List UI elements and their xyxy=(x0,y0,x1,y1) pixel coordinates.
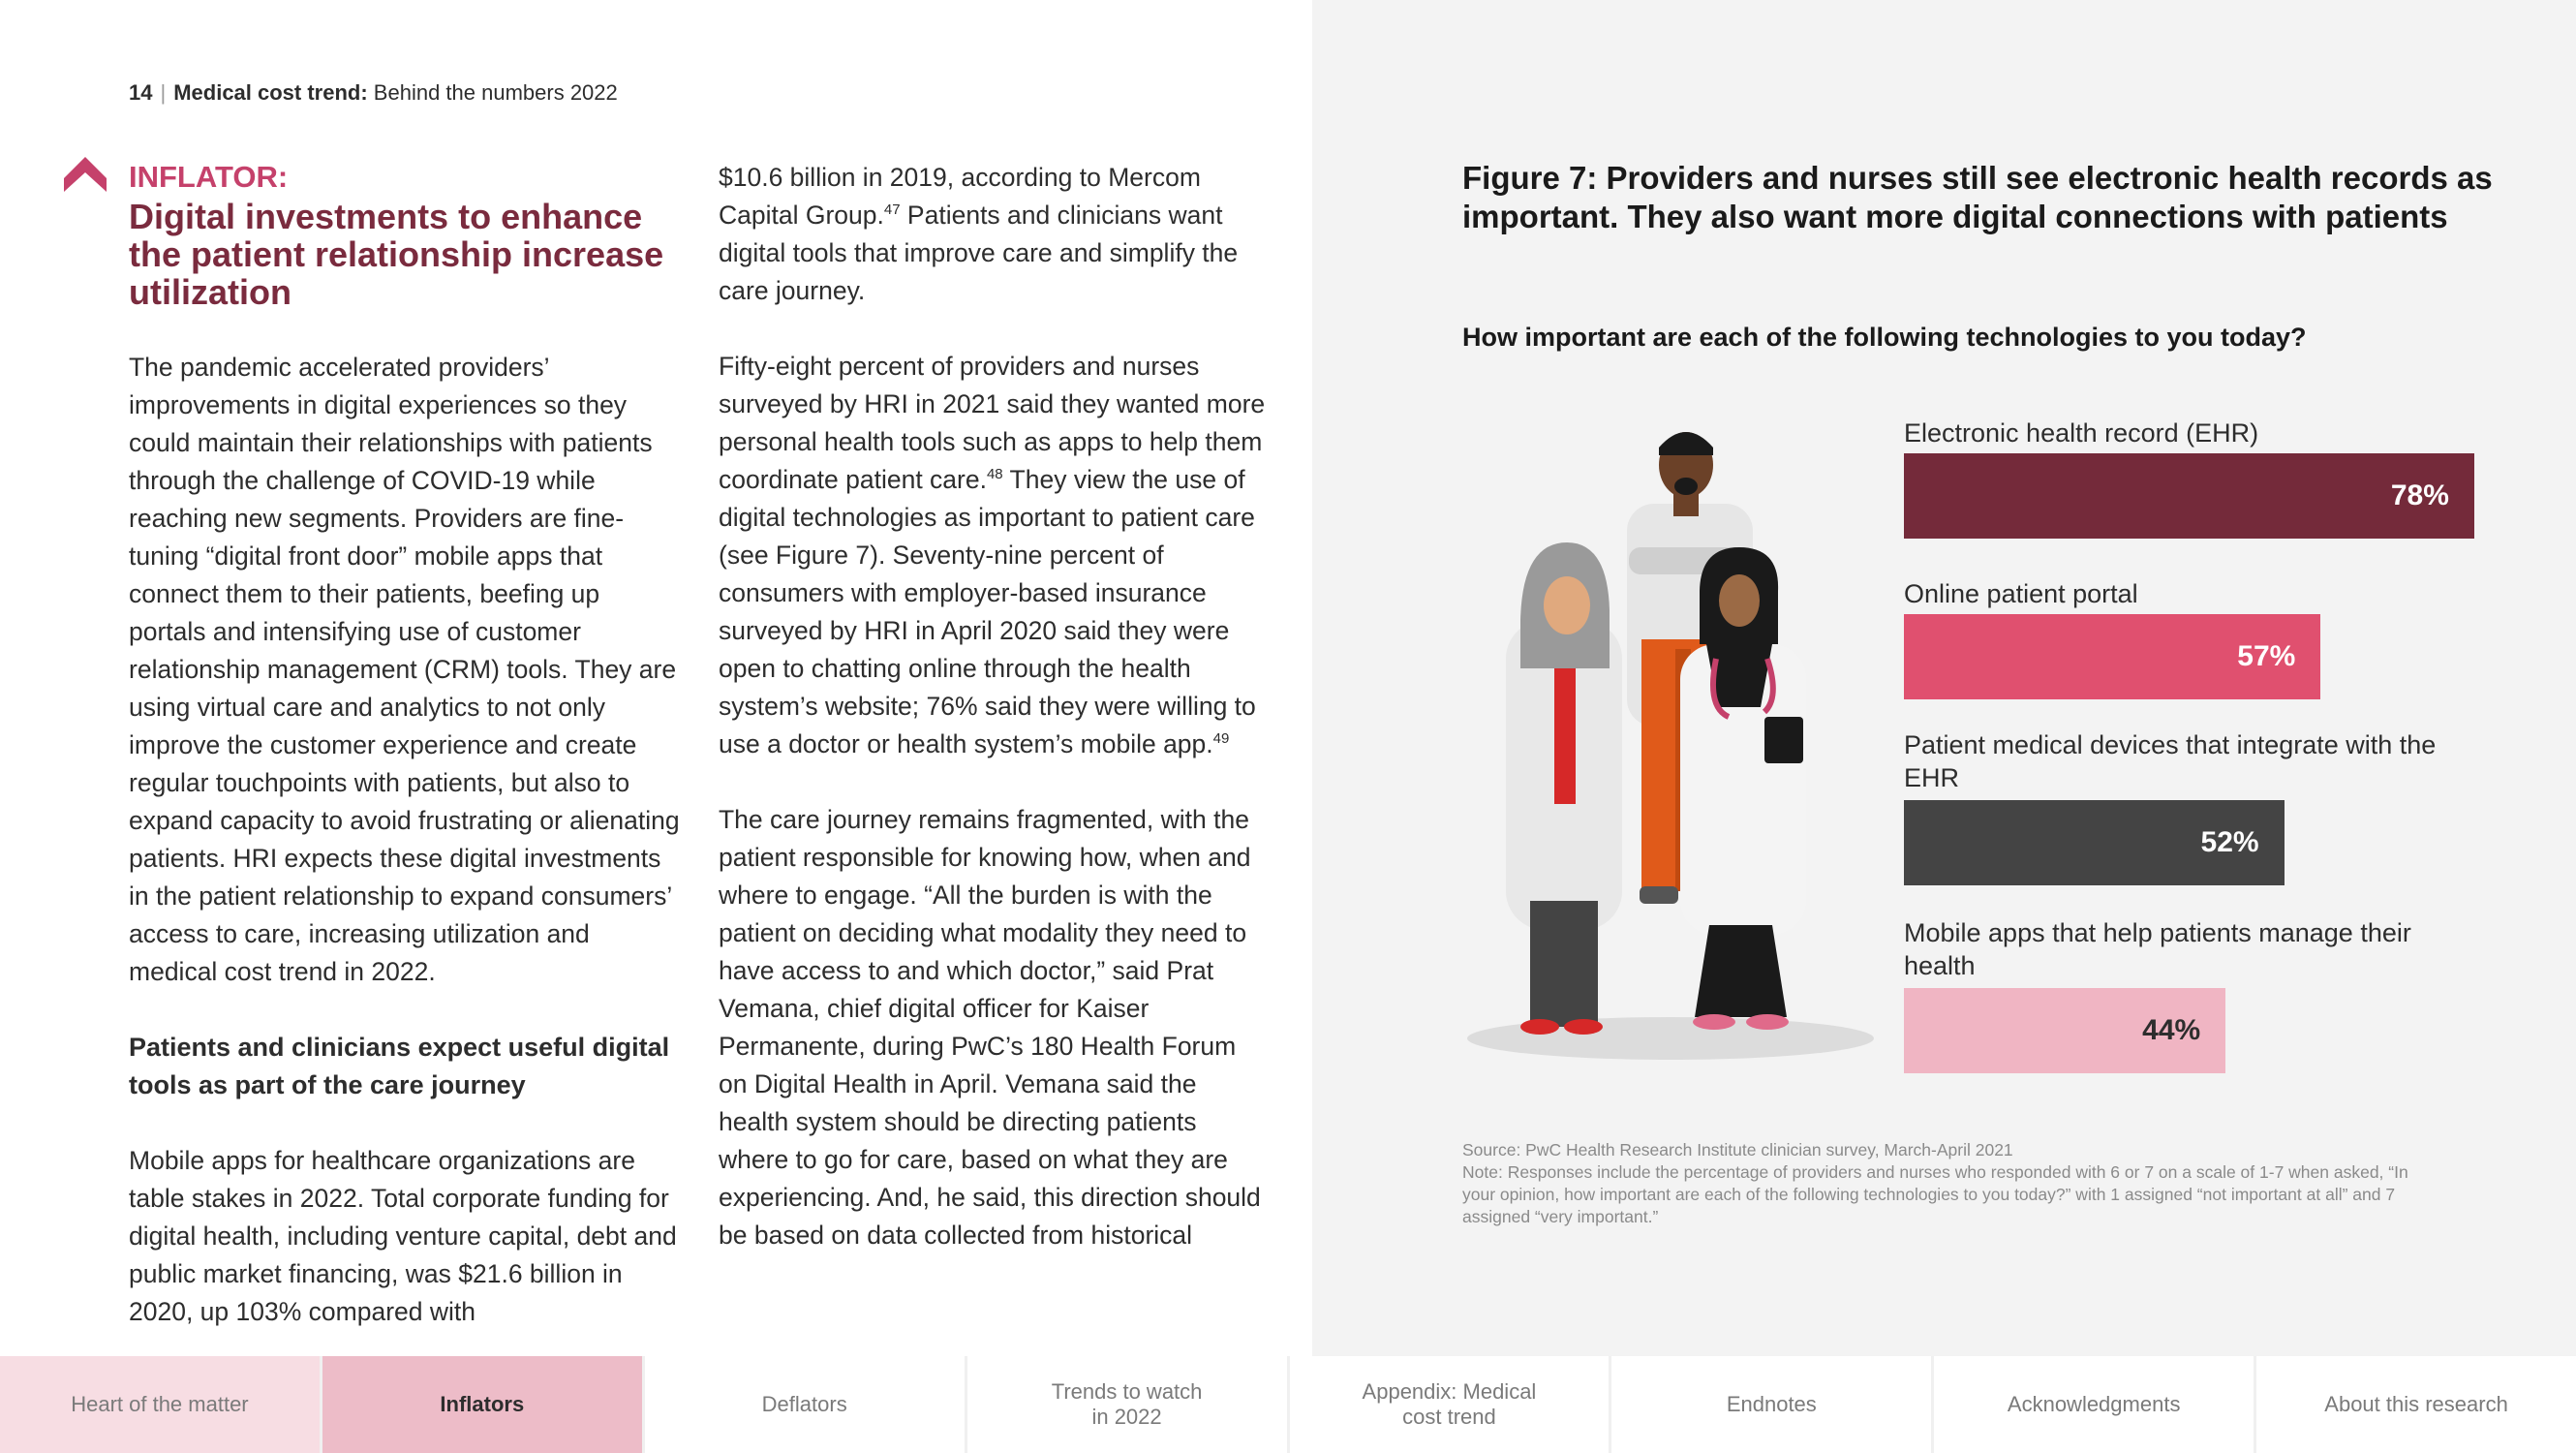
bar xyxy=(1904,988,2225,1073)
paragraph-4-text-a: Fifty-eight percent of providers and nurses surveyed by HRI in 2021 said they wanted more personal health tools such as apps to help them coordinate patient care. xyxy=(719,352,1266,494)
bar-value-label: 44% xyxy=(2142,1014,2201,1046)
paragraph-3-text-a: $10.6 billion in 2019, according to Mercom Capital Group. xyxy=(719,163,1201,230)
footer-nav xyxy=(0,1356,2576,1453)
bar-value-label: 57% xyxy=(2237,640,2296,672)
footer-tab-label: About this research xyxy=(2324,1392,2508,1416)
bar-label: Electronic health record (EHR) xyxy=(1904,418,2259,448)
bar-label: Patient medical devices that integrate with the EHR xyxy=(1904,730,2437,792)
section-title: Digital investments to enhance the patient relationship increase utilization xyxy=(129,197,664,312)
bar xyxy=(1904,800,2285,885)
footer-tab[interactable] xyxy=(320,1356,642,1453)
paragraph-3-text-b: Patients and clinicians want digital tools that improve care and simplify the care journey. xyxy=(719,201,1239,305)
source-line: Source: PwC Health Research Institute clinician survey, March-April 2021 xyxy=(1462,1140,2013,1159)
footer-tab[interactable] xyxy=(1287,1356,1610,1453)
article-column-2 xyxy=(719,159,1271,1254)
footer-tab-label: Acknowledgments xyxy=(2007,1392,2181,1416)
subheading: Patients and clinicians expect useful digital tools as part of the care journey xyxy=(129,1033,670,1099)
paragraph-2: Mobile apps for healthcare organizations are table stakes in 2022. Total corporate funding for digital health, including venture capital, debt and public market financing, was $21.6 billion in 2020, up 103% compared with xyxy=(129,1146,677,1326)
footer-tab-label: Heart of the matter xyxy=(71,1392,249,1416)
bar xyxy=(1904,453,2474,539)
section-label: INFLATOR: xyxy=(129,160,289,194)
paragraph-4 xyxy=(719,348,1271,763)
footer-tab[interactable] xyxy=(0,1356,320,1453)
header-title-rest: Behind the numbers 2022 xyxy=(367,80,618,105)
bar xyxy=(1904,614,2320,699)
footer-tab[interactable] xyxy=(642,1356,965,1453)
paragraph-4-text-b: They view the use of digital technologies as important to patient care (see Figure 7). Seventy-nine percent of consumers with employer-based insurance surveyed by HRI in April 2020 said they were open to chatting online through the health system’s website; 76% said they were willing to use a doctor or health system’s mobile app. xyxy=(719,465,1256,758)
footer-tab[interactable] xyxy=(1931,1356,2254,1453)
paragraph-3 xyxy=(719,159,1271,310)
note-line: Note: Responses include the percentage of providers and nurses who responded with 6 or 7 on a scale of 1-7 when asked, “In your opinion, how important are each of the following technologies to you today?” with 1 assigned “not important at all” and 7 assigned “very important.” xyxy=(1462,1162,2408,1226)
article-column-1 xyxy=(129,159,681,1331)
bar-value-label: 52% xyxy=(2200,826,2259,858)
footer-tab-label: Endnotes xyxy=(1726,1392,1817,1416)
footer-tab[interactable] xyxy=(1609,1356,1931,1453)
figure-question: How important are each of the following technologies to you today? xyxy=(1462,323,2307,352)
healthcare-workers-illustration xyxy=(1453,387,1879,1066)
endnote-ref-49[interactable]: 49 xyxy=(1212,730,1230,747)
figure-title: Figure 7: Providers and nurses still see electronic health records as important. They also want more digital connections with patients xyxy=(1462,160,2493,234)
endnote-ref-48[interactable]: 48 xyxy=(986,466,1003,482)
bar-label: Mobile apps that help patients manage their health xyxy=(1904,918,2411,980)
bar-label: Online patient portal xyxy=(1904,579,2138,608)
figure-source xyxy=(1462,1139,2431,1228)
footer-tab-label: Inflators xyxy=(440,1392,525,1416)
bar-value-label: 78% xyxy=(2390,479,2449,511)
footer-tab-label: Appendix: Medical cost trend xyxy=(1362,1379,1537,1429)
footer-tab[interactable] xyxy=(2254,1356,2576,1453)
footer-tab-label: Deflators xyxy=(761,1392,847,1416)
page-number: 14 xyxy=(129,80,153,105)
header-separator: | xyxy=(160,80,167,105)
header-title-bold: Medical cost trend: xyxy=(173,80,368,105)
footer-tab-label: Trends to watch in 2022 xyxy=(1051,1379,1203,1429)
endnote-ref-47[interactable]: 47 xyxy=(883,201,901,218)
chevron-up-icon xyxy=(64,157,107,192)
page-header xyxy=(129,80,618,106)
paragraph-5: The care journey remains fragmented, with the patient responsible for knowing how, when and where to engage. “All the burden is with the patient on deciding what modality they need to have access to and which doctor,” said Prat Vemana, chief digital officer for Kaiser Permanente, during PwC’s 180 Health Forum on Digital Health in April. Vemana said the health system should be directing patients where to go for care, based on what they are experiencing. And, he said, this direction should be based on data collected from historical xyxy=(719,805,1261,1250)
footer-tab[interactable] xyxy=(965,1356,1287,1453)
paragraph-1: The pandemic accelerated providers’ improvements in digital experiences so they could maintain their relationships with patients through the challenge of COVID-19 while reaching new segments. Providers are fine-tuning “digital front door” mobile apps that connect them to their patients, beefing up portals and intensifying use of customer relationship management (CRM) tools. They are using virtual care and analytics to not only improve the customer experience and create regular touchpoints with patients, but also to expand capacity to avoid frustrating or alienating patients. HRI expects these digital investments in the patient relationship to expand consumers’ access to care, increasing utilization and medical cost trend in 2022. xyxy=(129,353,680,986)
